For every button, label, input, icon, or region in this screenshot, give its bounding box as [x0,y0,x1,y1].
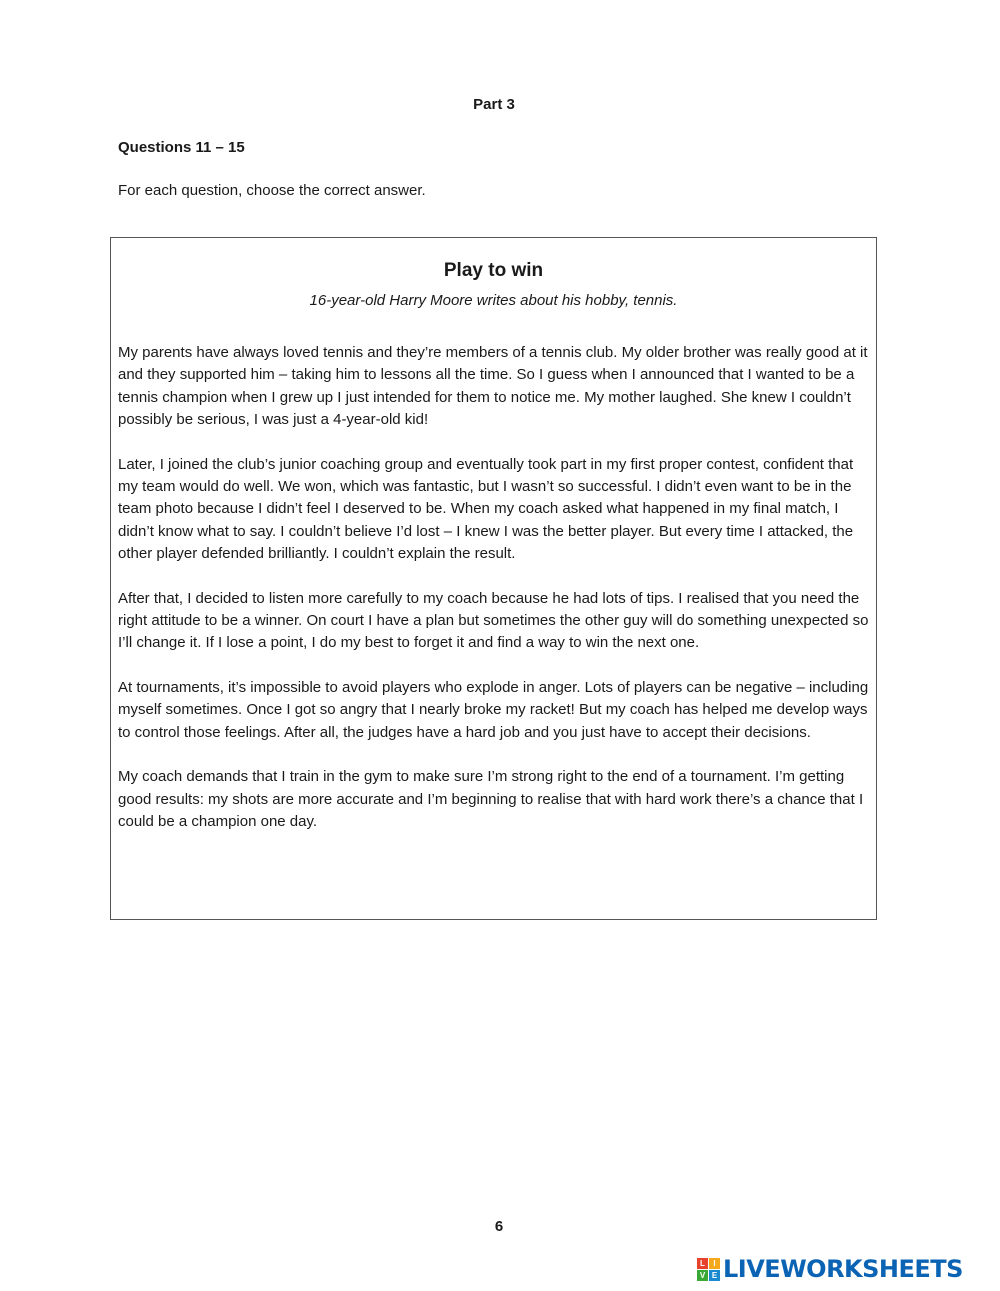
logo-block-3: V [697,1270,708,1281]
article-paragraph-5: My coach demands that I train in the gym to make sure I’m strong right to the end of a tournament. I’m getting good results: my shots are more accurate and I’m beginning to realise that with hard work there’s a chance that I could be a champion one day. [118,768,864,830]
page-part-title: Part 3 [473,96,515,113]
liveworksheets-logo [697,1254,963,1284]
article-paragraph-2: Later, I joined the club’s junior coaching group and eventually took part in my first proper contest, confident that my team would do well. We won, which was fantastic, but I wasn’t so successful. I didn’t even want to be in the team photo because I didn’t feel I deserved to be. When my coach asked what happened in my final match, I didn’t know what to say. I couldn’t believe I’d lost – I knew I was the better player. But every time I attacked, the other player defended brilliantly. I couldn’t explain the result. [118,455,854,563]
article-paragraph-3: After that, I decided to listen more carefully to my coach because he had lots of tips. I realised that you need the right attitude to be a winner. On court I have a plan but sometimes the other guy will do something unexpected so I’ll change it. If I lose a point, I do my best to forget it and find a way to win the next one. [118,589,869,652]
article-paragraph-1: My parents have always loved tennis and they’re members of a tennis club. My older brother was really good at it and they supported him – taking him to lessons all the time. So I guess when I announced that I wanted to be a tennis champion when I grew up I just intended for them to notice me. My mother laughed. She knew I couldn’t possibly be serious, I was just a 4-year-old kid! [118,344,868,429]
article-paragraph-4: At tournaments, it’s impossible to avoid players who explode in anger. Lots of players can be negative – including myself sometimes. Once I got so angry that I nearly broke my racket! But my coach has helped me develop ways to control those feelings. After all, the judges have a hard job and you just have to accept their decisions. [118,678,869,741]
article-subtitle: 16-year-old Harry Moore writes about his hobby, tennis. [309,292,678,309]
page-number: 6 [494,1218,504,1235]
article-body [118,342,870,855]
logo-text: LIVEWORKSHEETS [723,1255,963,1283]
logo-block-2: I [709,1258,720,1269]
article-title: Play to win [443,260,544,281]
logo-block-4: E [709,1270,720,1281]
instruction-text: For each question, choose the correct answer. [118,182,426,199]
article-box [110,237,877,920]
logo-blocks-icon [697,1258,720,1281]
questions-heading: Questions 11 – 15 [118,139,245,156]
logo-block-1: L [697,1258,708,1269]
